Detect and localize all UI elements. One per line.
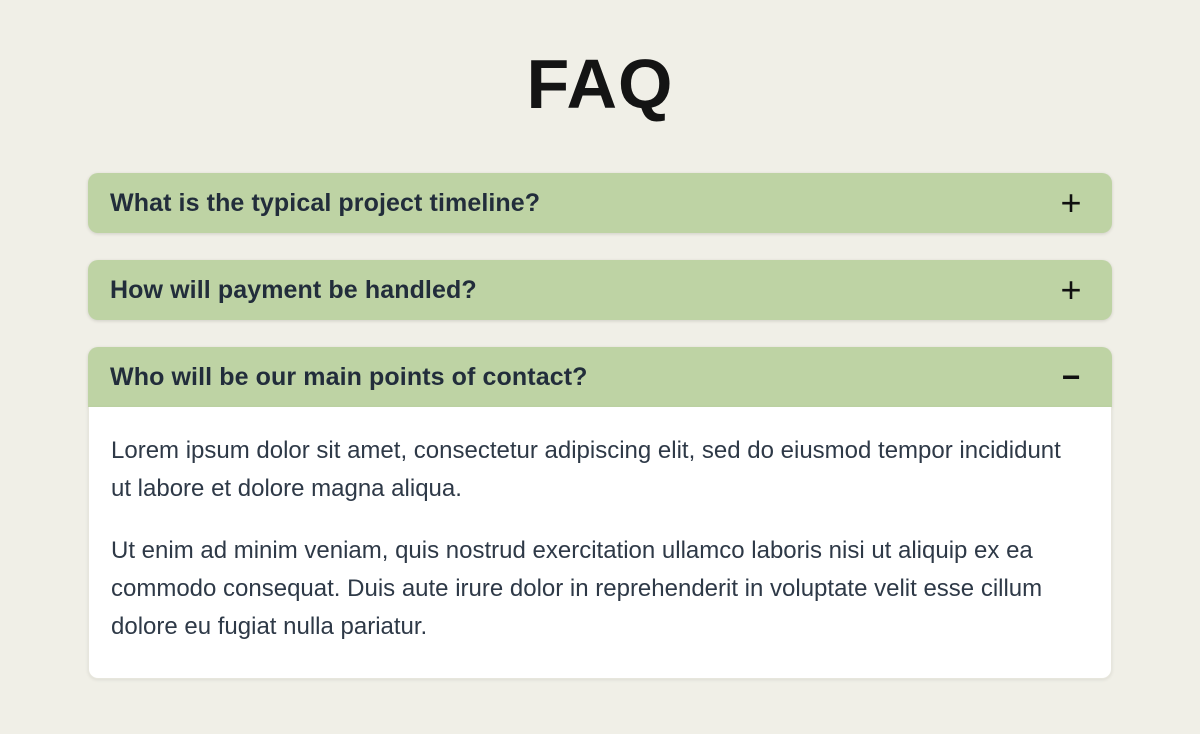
plus-icon[interactable]: + — [1060, 182, 1082, 223]
faq-question-label: Who will be our main points of contact? — [110, 362, 588, 391]
faq-item — [88, 347, 1112, 679]
faq-question-label: What is the typical project timeline? — [110, 188, 541, 217]
plus-icon[interactable]: + — [1060, 269, 1082, 310]
faq-answer-paragraph: Ut enim ad minim veniam, quis nostrud exercitation ullamco laboris nisi ut aliquip ex ea commodo consequat. Duis aute irure dolor in reprehenderit in voluptate velit esse cillum dolore eu fugiat nulla pariatur. — [111, 537, 1043, 640]
faq-item — [88, 173, 1112, 233]
faq-accordion — [88, 173, 1112, 679]
faq-question-label: How will payment be handled? — [110, 275, 477, 304]
minus-icon[interactable]: − — [1061, 359, 1081, 395]
page-title: FAQ — [526, 45, 674, 123]
faq-question-button-timeline[interactable] — [88, 173, 1112, 233]
faq-question-button-payment[interactable] — [88, 260, 1112, 320]
faq-answer-panel — [88, 407, 1112, 679]
faq-answer-paragraph: Lorem ipsum dolor sit amet, consectetur adipiscing elit, sed do eiusmod tempor incididunt ut labore et dolore magna aliqua. — [111, 437, 1061, 502]
faq-item — [88, 260, 1112, 320]
faq-question-button-contact[interactable] — [88, 347, 1112, 407]
